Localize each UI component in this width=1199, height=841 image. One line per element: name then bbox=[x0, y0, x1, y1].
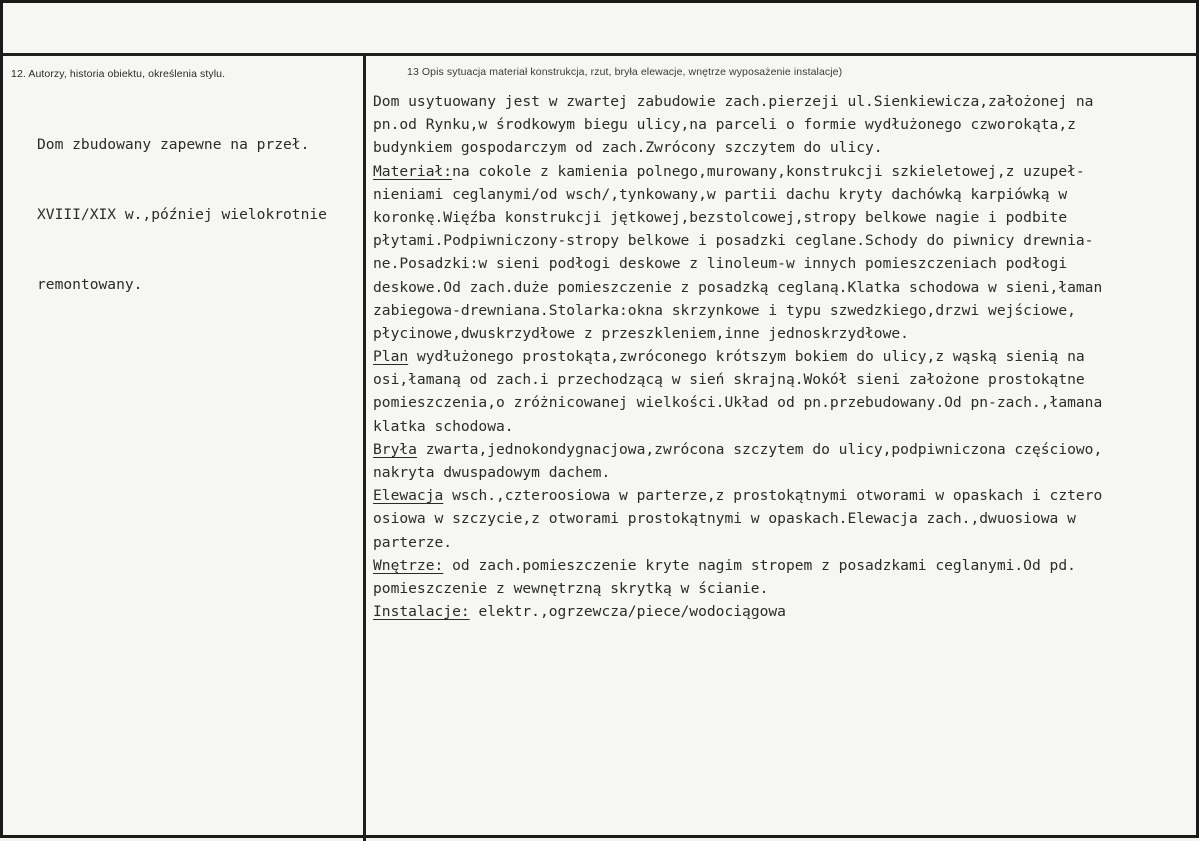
line-text: osiowa w szczycie,z otworami prostokątnymi w opaskach.Elewacja zach.,dwuosiowa w bbox=[373, 510, 1076, 528]
field-13-line bbox=[373, 391, 1198, 414]
line-text: wydłużonego prostokąta,zwróconego krótszym bokiem do ulicy,z wąską sienią na bbox=[408, 348, 1085, 366]
field-12-line: Dom zbudowany zapewne na przeł. bbox=[37, 136, 310, 154]
section-heading: Materiał: bbox=[373, 162, 453, 180]
field-12-label: 12. Autorzy, historia obiektu, określenia stylu. bbox=[11, 68, 226, 80]
section-heading: Plan bbox=[373, 348, 409, 366]
section-heading: Instalacje: bbox=[373, 603, 470, 621]
field-13-line bbox=[373, 90, 1198, 113]
field-12-line: XVIII/XIX w.,później wielokrotnie bbox=[37, 206, 327, 223]
field-13-text bbox=[373, 90, 1198, 623]
line-text: na cokole z kamienia polnego,murowany,konstrukcji szkieletowej,z uzupeł- bbox=[452, 162, 1085, 180]
field-13-line bbox=[373, 160, 1198, 183]
field-13-line bbox=[373, 345, 1198, 368]
top-rule bbox=[3, 53, 1199, 56]
line-text: parterze. bbox=[373, 533, 453, 551]
line-text: koronkę.Więźba konstrukcji jętkowej,bezstolcowej,stropy belkowe nagie i podbite bbox=[373, 208, 1068, 226]
field-13-line bbox=[373, 183, 1198, 206]
column-divider bbox=[363, 55, 366, 841]
field-13-line bbox=[373, 252, 1198, 275]
line-text: płytami.Podpiwniczony-stropy belkowe i posadzki ceglane.Schody do piwnicy drewnia- bbox=[373, 232, 1094, 250]
field-13-line bbox=[373, 368, 1198, 391]
field-13-line bbox=[373, 299, 1198, 322]
line-text: klatka schodowa. bbox=[373, 417, 514, 435]
section-heading: Wnętrze: bbox=[373, 556, 444, 574]
line-text: osi,łamaną od zach.i przechodzącą w sień skrajną.Wokół sieni założone prostokątne bbox=[373, 371, 1085, 389]
field-13-line bbox=[373, 276, 1198, 299]
line-text: pomieszczenia,o zróżnicowanej wielkości.Układ od pn.przebudowany.Od pn-zach.,łamana bbox=[373, 394, 1103, 412]
field-13-line bbox=[373, 229, 1198, 252]
field-13-line bbox=[373, 484, 1198, 507]
line-text: nakryta dwuspadowym dachem. bbox=[373, 464, 611, 481]
line-text: elektr.,ogrzewcza/piece/wodociągowa bbox=[469, 603, 786, 621]
field-13-line bbox=[373, 438, 1198, 461]
section-heading: Elewacja bbox=[373, 487, 444, 505]
field-13-line bbox=[373, 531, 1198, 554]
field-13-line bbox=[373, 113, 1198, 136]
line-text: zwarta,jednokondygnacjowa,zwrócona szczytem do ulicy,podpiwniczona częściowo, bbox=[416, 440, 1103, 458]
line-text: budynkiem gospodarczym od zach.Zwrócony szczytem do ulicy. bbox=[373, 139, 883, 157]
field-13-line bbox=[373, 554, 1198, 577]
section-heading: Bryła bbox=[373, 440, 417, 458]
field-12-line: remontowany. bbox=[37, 275, 143, 293]
field-13-line bbox=[373, 461, 1198, 484]
line-text: deskowe.Od zach.duże pomieszczenie z posadzką ceglaną.Klatka schodowa w sieni,łaman bbox=[373, 278, 1103, 296]
field-13-line bbox=[373, 415, 1198, 438]
field-13-line bbox=[373, 600, 1198, 623]
field-12-text bbox=[37, 87, 363, 342]
line-text: ne.Posadzki:w sieni podłogi deskowe z linoleum-w innych pomieszczeniach podłogi bbox=[373, 255, 1068, 273]
line-text: płycinowe,dwuskrzydłowe z przeszkleniem,inne jednoskrzydłowe. bbox=[373, 324, 909, 342]
line-text: zabiegowa-drewniana.Stolarka:okna skrzynkowe i typu szwedzkiego,drzwi wejściowe, bbox=[373, 301, 1076, 319]
line-text: pomieszczenie z wewnętrzną skrytką w ścianie. bbox=[373, 579, 769, 597]
field-13-line bbox=[373, 507, 1198, 530]
field-13-line bbox=[373, 206, 1198, 229]
field-13-label: 13 Opis sytuacja materiał konstrukcja, rzut, bryła elewacje, wnętrze wyposażenie instalacje) bbox=[407, 66, 843, 78]
line-text: Dom usytuowany jest w zwartej zabudowie zach.pierzeji ul.Sienkiewicza,założonej na bbox=[373, 93, 1094, 110]
line-text: wsch.,czteroosiowa w parterze,z prostokątnymi otworami w opaskach i cztero bbox=[443, 487, 1103, 505]
field-13-line bbox=[373, 577, 1198, 600]
field-13-line bbox=[373, 136, 1198, 159]
line-text: nieniami ceglanymi/od wsch/,tynkowany,w partii dachu kryty dachówką karpiówką w bbox=[373, 185, 1068, 203]
field-13-line bbox=[373, 322, 1198, 345]
line-text: pn.od Rynku,w środkowym biegu ulicy,na parceli o formie wydłużonego czworokąta,z bbox=[373, 116, 1076, 134]
line-text: od zach.pomieszczenie kryte nagim stropem z posadzkami ceglanymi.Od pd. bbox=[443, 556, 1076, 574]
